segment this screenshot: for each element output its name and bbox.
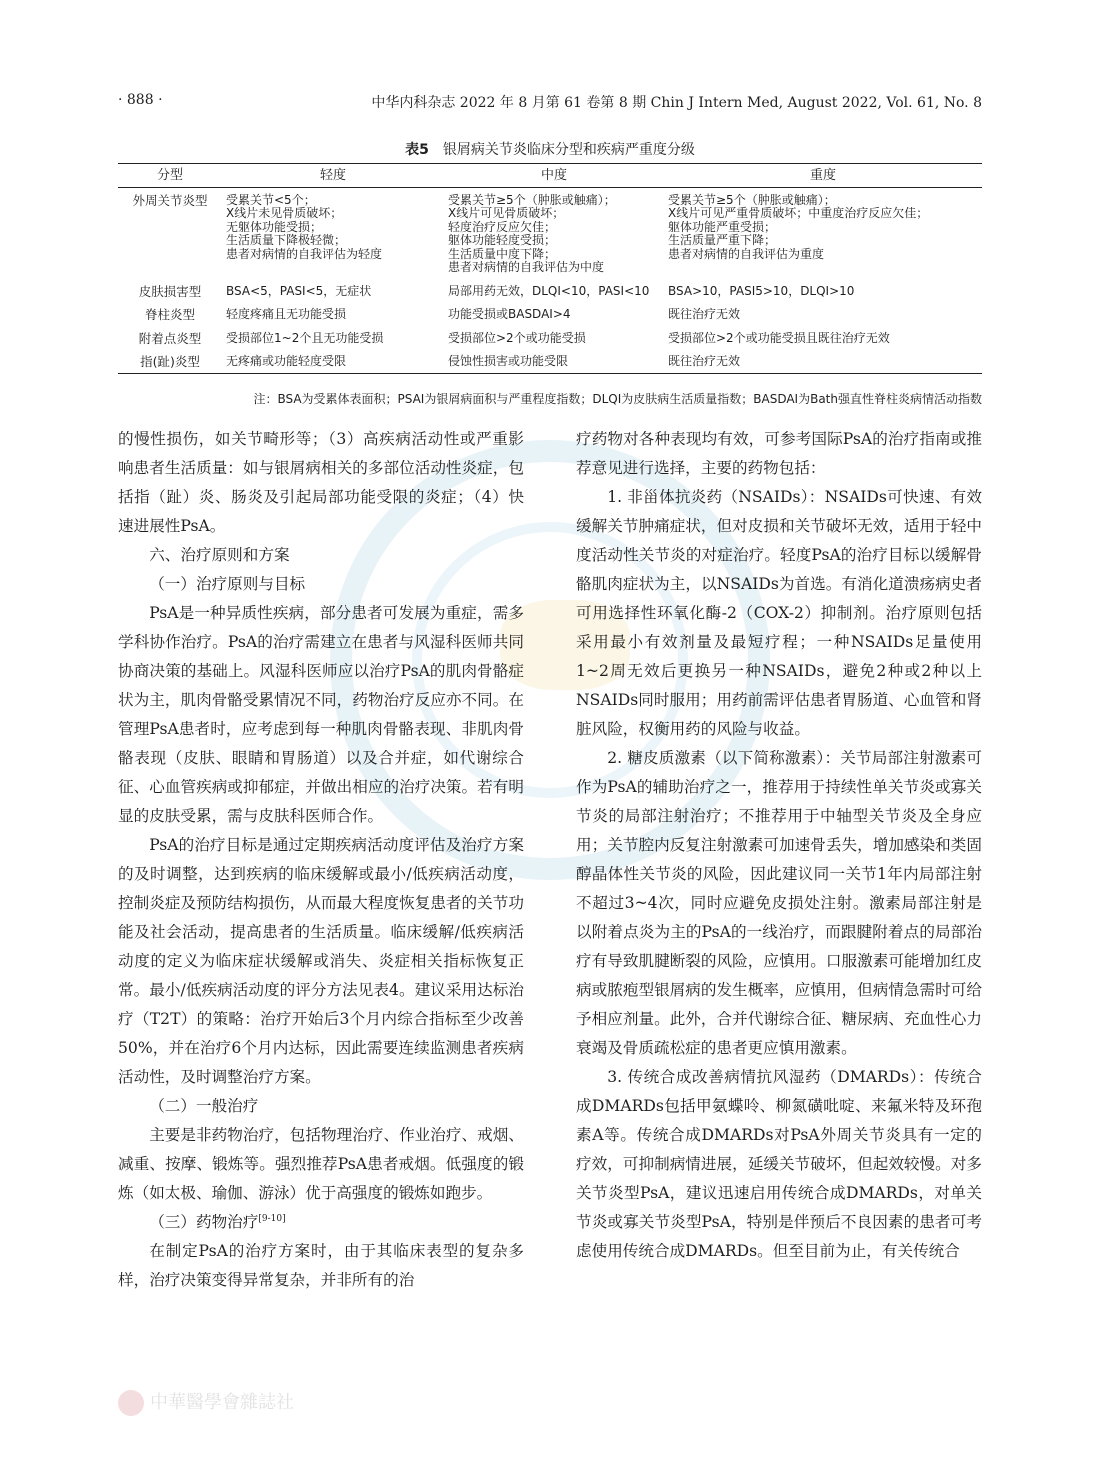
cell-line: 患者对病情的自我评估为重度 — [668, 246, 825, 261]
cell-line: 患者对病情的自我评估为中度 — [448, 260, 605, 274]
section-heading: 六、治疗原则和方案 — [149, 546, 290, 564]
cell-line: 受损部位1~2个且无功能受损 — [226, 330, 384, 345]
publisher-seal-icon — [118, 1390, 144, 1416]
cell-line: 功能受损或BASDAI>4 — [448, 307, 571, 321]
cell-moderate — [444, 326, 664, 350]
publisher-name: 中華醫學會雜誌社 — [150, 1392, 294, 1413]
cell-line: 既往治疗无效 — [668, 307, 741, 321]
paragraph: 2. 糖皮质激素（以下简称激素）：关节局部注射激素可作为PsA的辅助治疗之一，推荐用于持续性单关节炎或寡关节炎的局部注射治疗；不推荐用于中轴型关节炎及全身应用；关节腔内反复注射激素可加速骨丢失，增加感染和类固醇晶体性关节炎的风险，因此建议同一关节1年内局部注射不超过3~4次，同时应避免皮损处注射。激素局部注射是以附着点炎为主的PsA的一线治疗，而跟腱附着点的局部治疗有导致肌腱断裂的风险，应慎用。口服激素可能增加红皮病或脓疱型银屑病的发生概率，应慎用，但病情急需时可给予相应剂量。此外，合并代谢综合征、糖尿病、充血性心力衰竭及骨质疏松症的患者更应慎用激素。 — [576, 749, 982, 1057]
table-row — [118, 349, 982, 373]
cell-line: 局部用药无效，DLQI<10，PASI<10 — [448, 283, 650, 298]
cell-line: X线片未见骨质破坏； — [226, 206, 343, 220]
paragraph: 疗药物对各种表现均有效，可参考国际PsA的治疗指南或推荐意见进行选择，主要的药物包括： — [576, 430, 982, 477]
paragraph: PsA是一种异质性疾病，部分患者可发展为重症，需多学科协作治疗。PsA的治疗需建立在患者与风湿科医师共同协商决策的基础上。风湿科医师应以治疗PsA的肌肉骨骼症状为主，肌肉骨骼受累情况不同，药物治疗反应亦不同。在管理PsA患者时，应考虑到每一种肌肉骨骼表现、非肌肉骨骼表现（皮肤、眼睛和胃肠道）以及合并症，如代谢综合征、心血管疾病或抑郁症，并做出相应的治疗决策。若有明显的皮肤受累，需与皮肤科医师合作。 — [118, 604, 524, 825]
paragraph: 主要是非药物治疗，包括物理治疗、作业治疗、戒烟、减重、按摩、锻炼等。强烈推荐PsA患者戒烟。低强度的锻炼（如太极、瑜伽、游泳）优于高强度的锻炼如跑步。 — [118, 1126, 524, 1202]
table-caption — [118, 139, 982, 159]
cell-line: 躯体功能轻度受损； — [448, 233, 557, 247]
cell-line: 受累关节≥5个（肿胀或触痛）； — [668, 192, 836, 207]
paragraph: 在制定PsA的治疗方案时，由于其临床表型的复杂多样，治疗决策变得异常复杂，并非所有的治 — [118, 1242, 524, 1289]
cell-line: 轻度疼痛且无功能受损 — [226, 307, 347, 321]
table-row — [118, 302, 982, 326]
cell-mild — [222, 302, 444, 326]
paragraph: 3. 传统合成改善病情抗风湿药（DMARDs）：传统合成DMARDs包括甲氨蝶呤、柳氮磺吡啶、来氟米特及环孢素A等。传统合成DMARDs对PsA外周关节炎具有一定的疗效，可抑制病情进展，延缓关节破坏，但起效较慢。对多关节炎型PsA，建议迅速启用传统合成DMARDs，对单关节炎或寡关节炎型PsA，特别是伴预后不良因素的患者可考虑使用传统合成DMARDs。但至目前为止，有关传统合 — [576, 1068, 982, 1260]
table-row — [118, 187, 982, 279]
subsection-heading: （二）一般治疗 — [149, 1097, 259, 1115]
header-severe: 重度 — [809, 168, 836, 183]
classification-table — [118, 163, 982, 374]
cell-mild — [222, 349, 444, 373]
cell-moderate — [444, 279, 664, 303]
journal-citation: 中华内科杂志 2022 年 8 月第 61 卷第 8 期 Chin J Intern Med, August 2022, Vol. 61, No. 8 — [371, 95, 982, 111]
cell-line: 既往治疗无效 — [668, 354, 741, 368]
cell-moderate — [444, 349, 664, 373]
table-title: 银屑病关节炎临床分型和疾病严重度分级 — [442, 142, 695, 158]
header-moderate: 中度 — [540, 168, 567, 183]
cell-line: X线片可见骨质破坏； — [448, 206, 565, 220]
citation-reference[interactable]: [9-10] — [258, 1213, 286, 1224]
left-column — [118, 425, 524, 1295]
paragraph: 1. 非甾体抗炎药（NSAIDs）：NSAIDs可快速、有效缓解关节肿痛症状，但对皮损和关节破坏无效，适用于轻中度活动性关节炎的对症治疗。轻度PsA的治疗目标以缓解骨骼肌肉症状为主，以NSAIDs为首选。有消化道溃疡病史者可用选择性环氧化酶-2（COX-2）抑制剂。治疗原则包括采用最小有效剂量及最短疗程；一种NSAIDs足量使用1~2周无效后更换另一种NSAIDs，避免2种或2种以上NSAIDs同时服用；用药前需评估患者胃肠道、心血管和肾脏风险，权衡用药的风险与收益。 — [576, 488, 982, 738]
cell-line: BSA<5，PASI<5，无症状 — [226, 283, 372, 298]
paragraph: PsA的治疗目标是通过定期疾病活动度评估及治疗方案的及时调整，达到疾病的临床缓解或最小/低疾病活动度，控制炎症及预防结构损伤，从而最大程度恢复患者的关节功能及社会活动，提高患者的生活质量。临床缓解/低疾病活动度的定义为临床症状缓解或消失、炎症相关指标恢复正常。最小/低疾病活动度的评分方法见表4。建议采用达标治疗（T2T）的策略：治疗开始后3个月内综合指标至少改善50%，并在治疗6个月内达标，因此需要连续监测患者疾病活动性，及时调整治疗方案。 — [118, 836, 524, 1086]
cell-line: 生活质量严重下降； — [668, 233, 777, 247]
paragraph: 的慢性损伤，如关节畸形等；（3）高疾病活动性或严重影响患者生活质量：如与银屑病相关的多部位活动性炎症，包括指（趾）炎、肠炎及引起局部功能受限的炎症；（4）快速进展性PsA。 — [118, 430, 524, 535]
cell-line: 躯体功能严重受损； — [668, 219, 777, 234]
row-type-label: 外周关节炎型 — [132, 192, 208, 208]
table-header-row — [118, 164, 982, 188]
right-column — [576, 425, 982, 1266]
cell-line: 生活质量中度下降； — [448, 246, 557, 261]
page-header — [118, 92, 982, 116]
cell-mild — [222, 279, 444, 303]
cell-line: 侵蚀性损害或功能受限 — [448, 354, 569, 368]
cell-mild — [222, 187, 444, 279]
cell-line: X线片可见严重骨质破坏；中重度治疗反应欠佳； — [668, 206, 929, 220]
table-label: 表5 — [405, 142, 429, 158]
header-type: 分型 — [156, 168, 183, 183]
page-number: · 888 · — [118, 92, 163, 108]
cell-line: BSA>10，PASI5>10，DLQI>10 — [668, 283, 855, 298]
cell-line: 无躯体功能受损； — [226, 219, 323, 234]
row-type-label: 皮肤损害型 — [138, 283, 202, 299]
header-mild: 轻度 — [319, 168, 346, 183]
cell-line: 受累关节<5个； — [226, 192, 316, 207]
cell-line: 受损部位>2个或功能受损且既往治疗无效 — [668, 330, 890, 345]
cell-line: 患者对病情的自我评估为轻度 — [226, 246, 383, 261]
table-row — [118, 279, 982, 303]
row-type-label: 脊柱炎型 — [144, 307, 195, 322]
cell-severe — [664, 349, 982, 373]
publisher-watermark — [118, 1388, 478, 1422]
table-note: 注：BSA为受累体表面积；PSAI为银屑病面积与严重程度指数；DLQI为皮肤病生活质量指数；BASDAI为Bath强直性脊柱炎病情活动指数 — [253, 392, 982, 406]
cell-line: 受累关节≥5个（肿胀或触痛）； — [448, 192, 616, 207]
subsection-heading: （一）治疗原则与目标 — [149, 575, 306, 593]
cell-mild — [222, 326, 444, 350]
cell-severe — [664, 187, 982, 279]
cell-line: 生活质量下降极轻微； — [226, 233, 347, 247]
table-row — [118, 326, 982, 350]
cell-line: 受损部位>2个或功能受损 — [448, 330, 586, 345]
cell-moderate — [444, 302, 664, 326]
cell-severe — [664, 302, 982, 326]
cell-line: 无疼痛或功能轻度受限 — [226, 354, 347, 368]
row-type-label: 指(趾)炎型 — [140, 354, 200, 369]
cell-moderate — [444, 187, 664, 279]
cell-severe — [664, 326, 982, 350]
row-type-label: 附着点炎型 — [138, 330, 202, 346]
subsection-heading-text: （三）药物治疗 — [149, 1213, 259, 1231]
subsection-heading — [118, 1208, 524, 1237]
cell-severe — [664, 279, 982, 303]
cell-line: 轻度治疗反应欠佳； — [448, 219, 557, 234]
